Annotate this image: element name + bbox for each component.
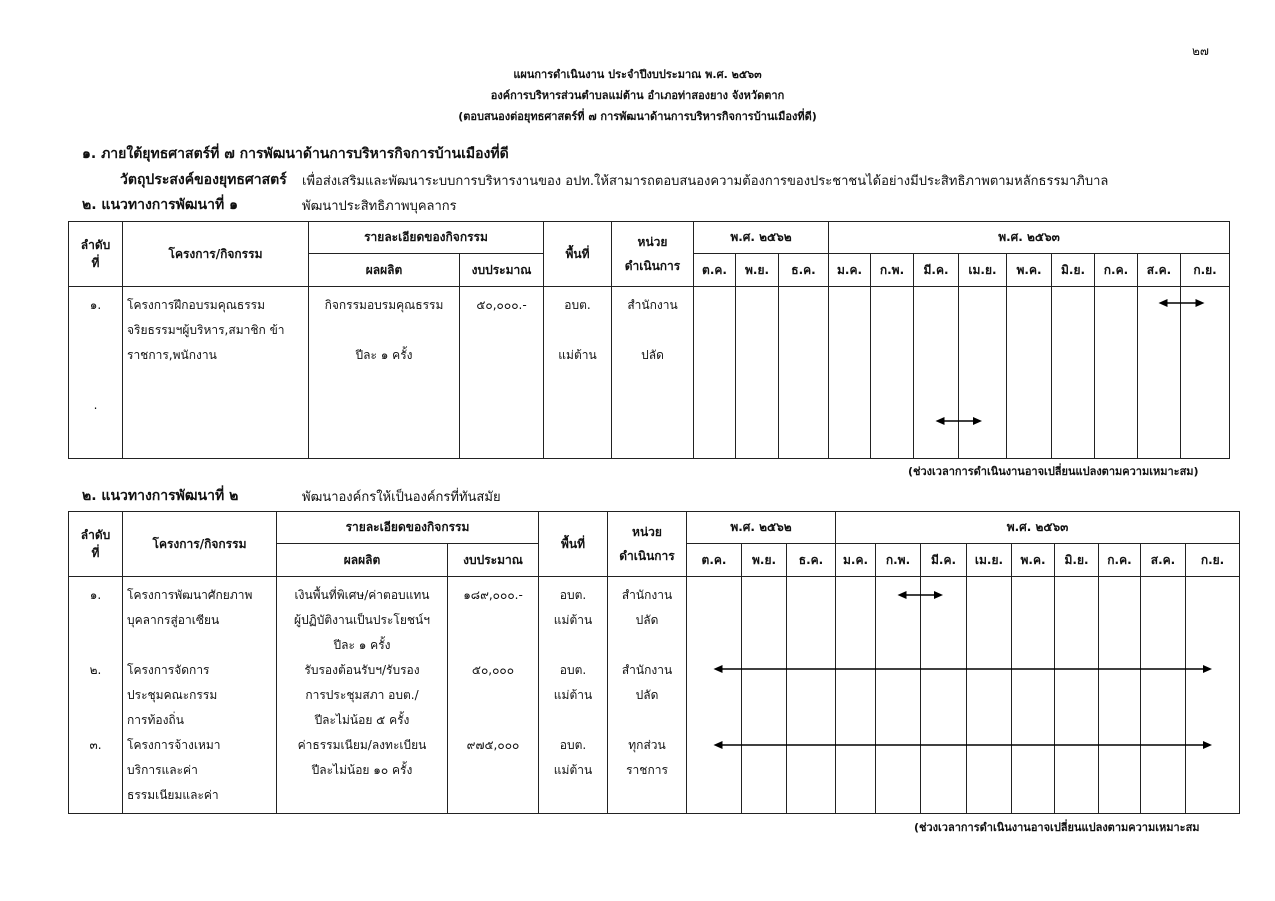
month-jan: ม.ค. <box>836 544 876 577</box>
month-feb: ก.พ. <box>876 544 921 577</box>
month-dec: ธ.ค. <box>779 254 829 287</box>
col-area: พื้นที่ <box>544 222 612 287</box>
table-row <box>69 287 1230 459</box>
col-details: รายละเอียดของกิจกรรม <box>277 512 539 544</box>
col-budget: งบประมาณ <box>448 544 539 577</box>
month-apr: เม.ย. <box>959 254 1007 287</box>
table-row <box>69 577 1240 814</box>
month-oct: ต.ค. <box>687 544 742 577</box>
guideline-2-label: ๒. แนวทางการพัฒนาที่ ๒ <box>82 488 239 504</box>
month-sep: ก.ย. <box>1186 544 1240 577</box>
row-output: เงินพื้นที่พิเศษ/ค่าตอบแทน ผู้ปฏิบัติงานเป็นประโยชน์ฯ ปีละ ๑ ครั้ง รับรองต้อนรับฯ/รับรอง การประชุมสภา อบต./ ปีละไม่น้อย ๕ ครั้ง ค่าธรรมเนียม/ลงทะเบียน ปีละไม่น้อย ๑๐ ครั้ง <box>294 588 430 777</box>
month-dec: ธ.ค. <box>787 544 836 577</box>
col-area: พื้นที่ <box>539 512 608 577</box>
col-unit: หน่วย ดำเนินการ <box>608 512 687 577</box>
row-unit: สำนักงาน ปลัด สำนักงาน ปลัด ทุกส่วน ราชการ <box>621 588 673 777</box>
month-mar: มี.ค. <box>914 254 959 287</box>
header-line-2: องค์การบริหารส่วนตำบลแม่ต้าน อำเภอท่าสองยาง จังหวัดตาก <box>490 89 785 102</box>
plan-table-2 <box>68 511 1240 814</box>
page-number: ๒๗ <box>1192 44 1209 58</box>
col-no: ลำดับ ที่ <box>69 512 123 577</box>
month-jun: มิ.ย. <box>1055 544 1099 577</box>
header-line-3: (ตอบสนองต่อยุทธศาสตร์ที่ ๗ การพัฒนาด้านการบริหารกิจการบ้านเมืองที่ดี) <box>458 110 817 123</box>
month-may: พ.ค. <box>1007 254 1052 287</box>
guideline-2-title: พัฒนาองค์กรให้เป็นองค์กรที่ทันสมัย <box>302 490 501 505</box>
col-year-2563: พ.ศ. ๒๕๖๓ <box>836 512 1240 544</box>
row-output: กิจกรรมอบรมคุณธรรม ปีละ ๑ ครั้ง <box>324 298 444 362</box>
col-project: โครงการ/กิจกรรม <box>123 222 309 287</box>
col-no: ลำดับ ที่ <box>69 222 123 287</box>
header-line-1: แผนการดำเนินงาน ประจำปีงบประมาณ พ.ศ. ๒๕๖๓ <box>513 68 762 81</box>
objective-text: เพื่อส่งเสริมและพัฒนาระบบการบริหารงานของ อปท.ให้สามารถตอบสนองความต้องการของประชาชนได้อย่างมีประสิทธิภาพตามหลักธรรมาภิบาล <box>302 174 1109 189</box>
row-no: ๑. ๒. ๓. <box>89 588 102 752</box>
col-year-2563: พ.ศ. ๒๕๖๓ <box>829 222 1230 254</box>
row-budget: ๑๘๙,๐๐๐.- ๕๐,๐๐๐ ๙๗๕,๐๐๐ <box>463 588 523 752</box>
month-jun: มิ.ย. <box>1052 254 1095 287</box>
plan-table-1 <box>68 221 1230 459</box>
row-area: อบต. แม่ต้าน <box>558 298 597 362</box>
month-mar: มี.ค. <box>921 544 967 577</box>
col-output: ผลผลิต <box>309 254 460 287</box>
col-project: โครงการ/กิจกรรม <box>123 512 277 577</box>
strategy-title: ๑. ภายใต้ยุทธศาสตร์ที่ ๗ การพัฒนาด้านการบริหารกิจการบ้านเมืองที่ดี <box>82 146 509 162</box>
month-apr: เม.ย. <box>967 544 1012 577</box>
month-sep: ก.ย. <box>1181 254 1230 287</box>
timing-note-1: (ช่วงเวลาการดำเนินงานอาจเปลี่ยนแปลงตามความเหมาะสม) <box>908 465 1199 478</box>
month-jan: ม.ค. <box>829 254 871 287</box>
month-feb: ก.พ. <box>871 254 914 287</box>
col-year-2562: พ.ศ. ๒๕๖๒ <box>687 512 836 544</box>
month-oct: ต.ค. <box>694 254 736 287</box>
row-project: โครงการฝึกอบรมคุณธรรม จริยธรรมฯผู้บริหาร,สมาชิก ข้า ราชการ,พนักงาน <box>127 298 285 362</box>
timing-note-2: (ช่วงเวลาการดำเนินงานอาจเปลี่ยนแปลงตามความเหมาะสม <box>914 821 1200 834</box>
month-aug: ส.ค. <box>1141 544 1186 577</box>
guideline-1-title: พัฒนาประสิทธิภาพบุคลากร <box>302 199 457 214</box>
month-may: พ.ค. <box>1012 544 1055 577</box>
col-details: รายละเอียดของกิจกรรม <box>309 222 544 254</box>
month-jul: ก.ค. <box>1095 254 1138 287</box>
row-no: ๑. . <box>89 298 102 412</box>
col-unit: หน่วย ดำเนินการ <box>612 222 694 287</box>
col-year-2562: พ.ศ. ๒๕๖๒ <box>694 222 829 254</box>
month-nov: พ.ย. <box>742 544 787 577</box>
col-output: ผลผลิต <box>277 544 448 577</box>
row-budget: ๕๐,๐๐๐.- <box>476 298 527 312</box>
objective-label: วัตถุประสงค์ของยุทธศาสตร์ <box>120 172 287 188</box>
guideline-1-label: ๒. แนวทางการพัฒนาที่ ๑ <box>82 197 238 213</box>
row-project: โครงการพัฒนาศักยภาพ บุคลากรสู่อาเซียน โครงการจัดการ ประชุมคณะกรรม การท้องถิ่น โครงการจ้างเหมา บริการและค่า ธรรมเนียมและค่า <box>127 588 253 802</box>
month-aug: ส.ค. <box>1138 254 1181 287</box>
col-budget: งบประมาณ <box>460 254 544 287</box>
month-nov: พ.ย. <box>736 254 779 287</box>
month-jul: ก.ค. <box>1099 544 1141 577</box>
row-area: อบต. แม่ต้าน อบต. แม่ต้าน อบต. แม่ต้าน <box>553 588 593 777</box>
row-unit: สำนักงาน ปลัด <box>627 298 678 362</box>
